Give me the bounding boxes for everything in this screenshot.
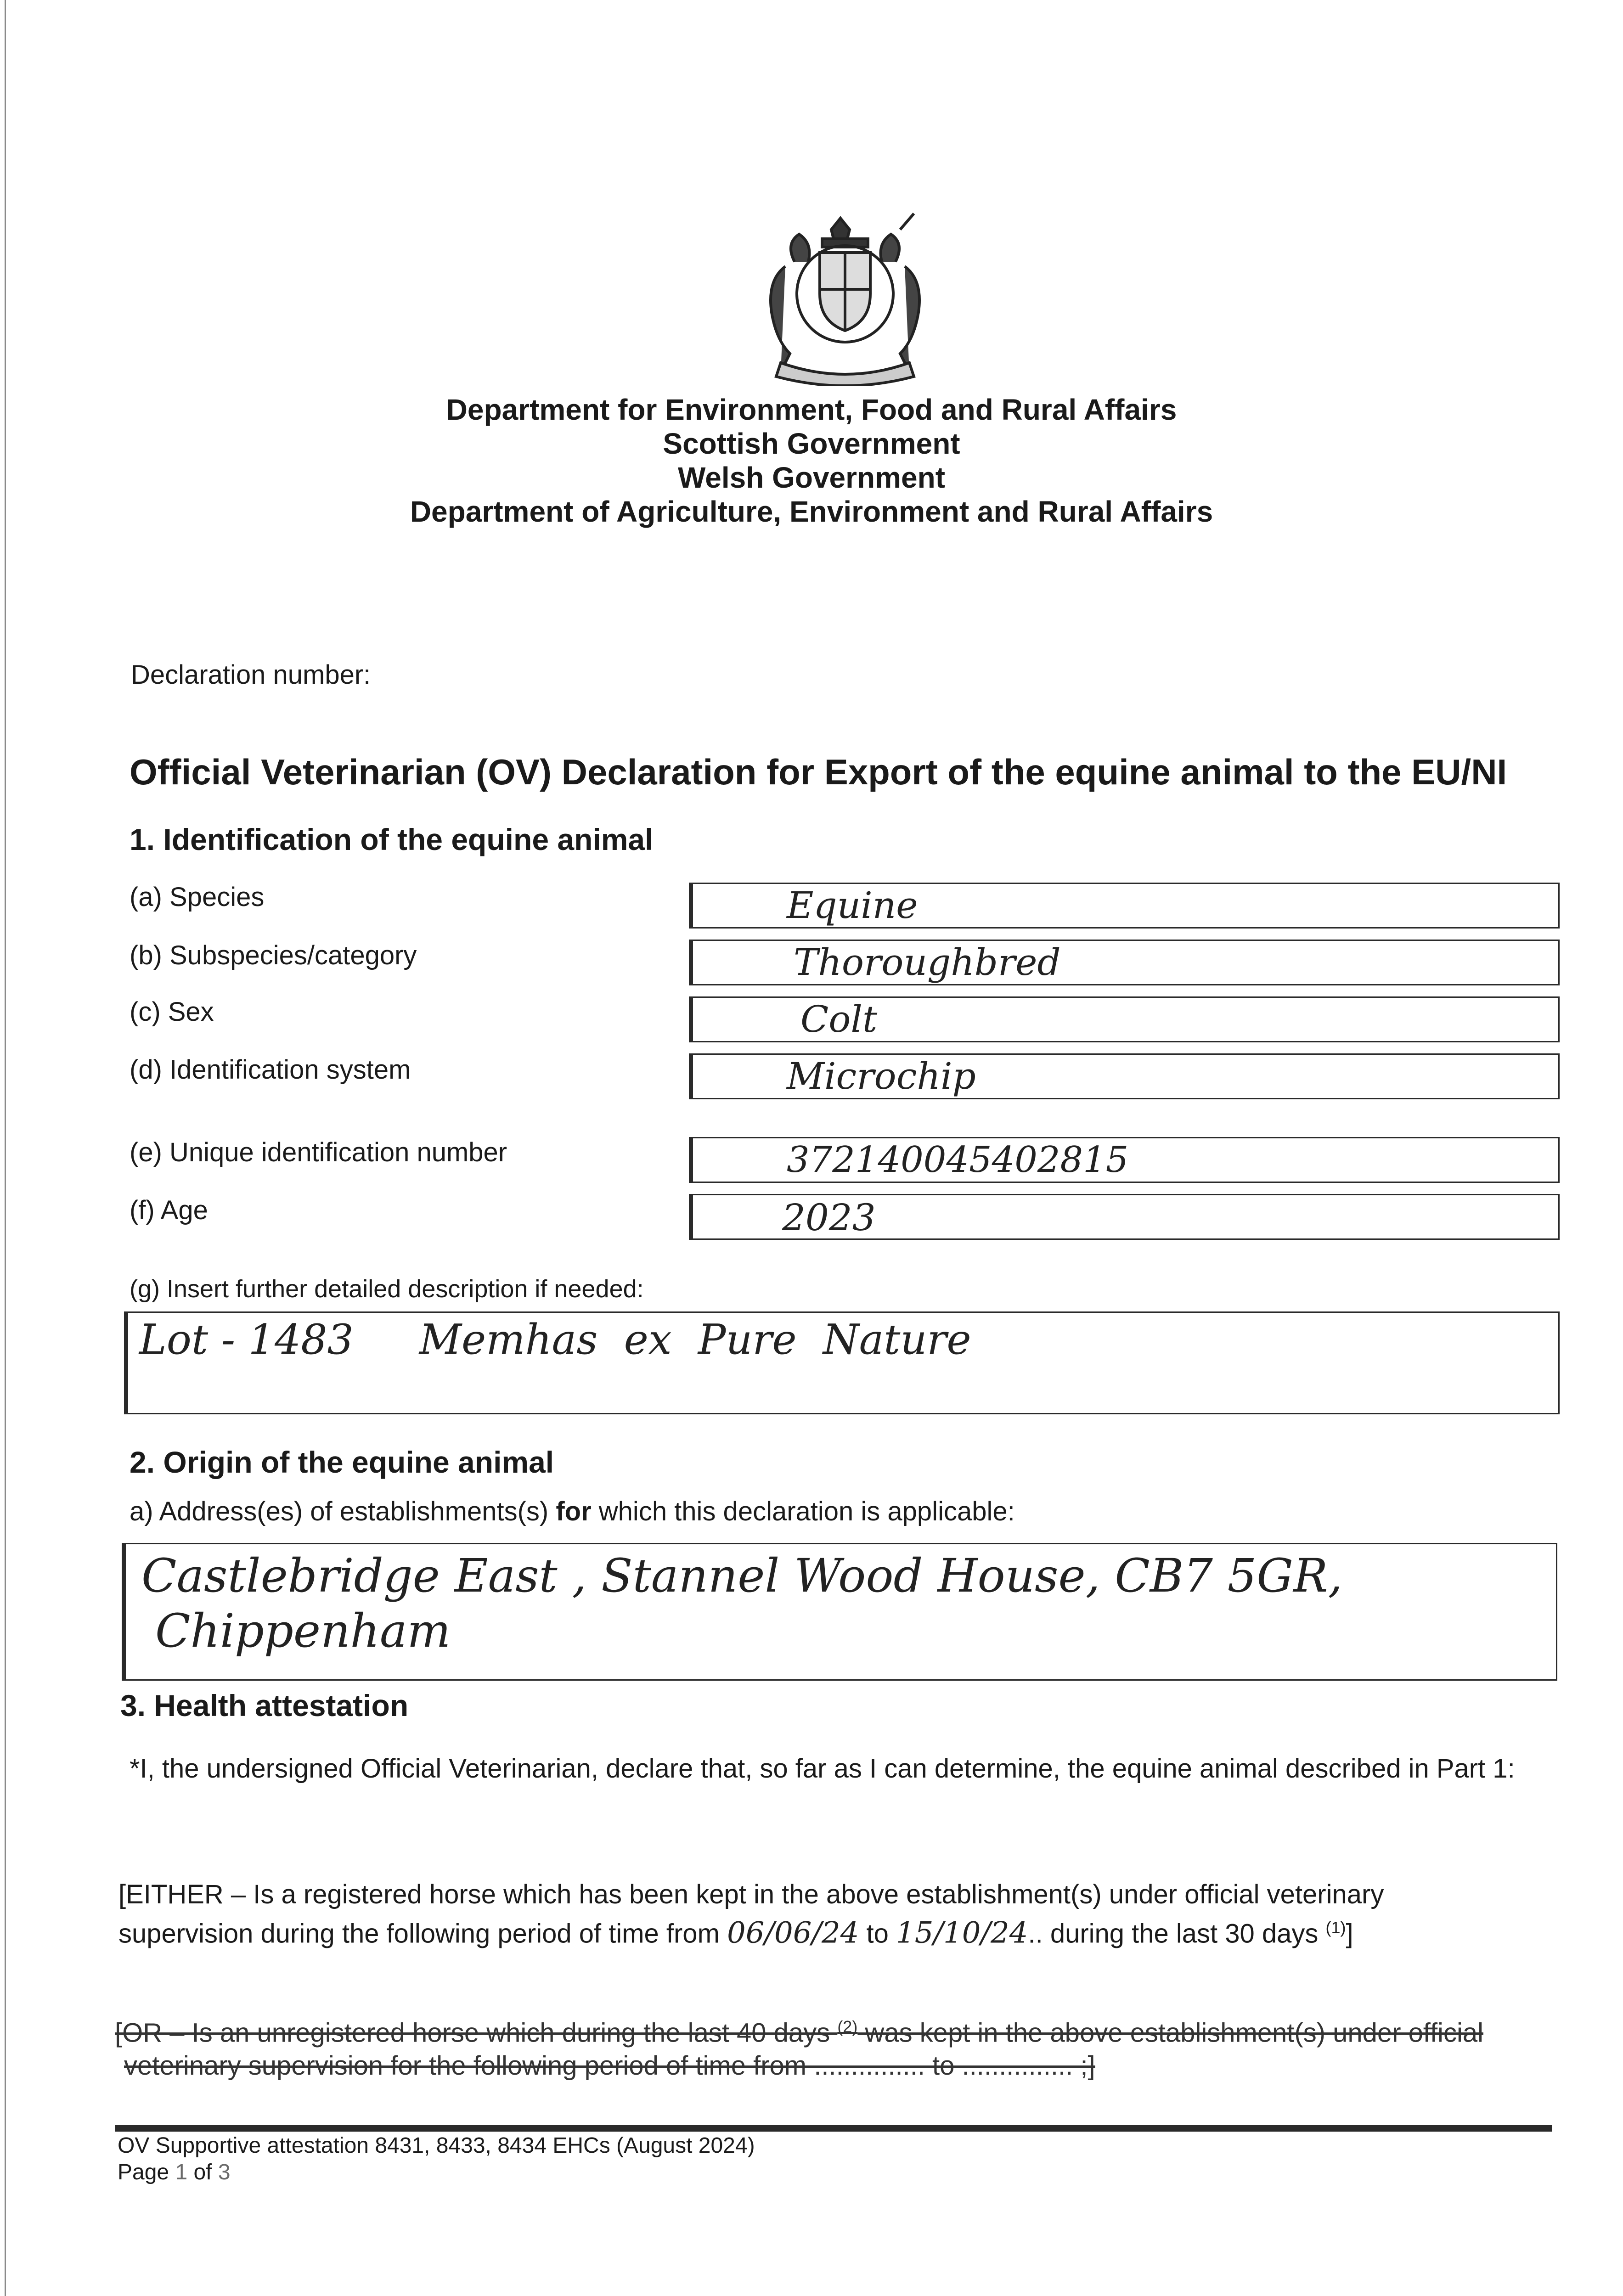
uid-label: (e) Unique identification number (130, 1137, 507, 1167)
date-from: 06/06/24 (727, 1916, 859, 1950)
section-2-heading: 2. Origin of the equine animal (130, 1445, 554, 1479)
footer-rule (115, 2125, 1552, 2132)
section-1-heading: 1. Identification of the equine animal (130, 822, 654, 856)
address-label: a) Address(es) of establishments(s) for which this declaration is applicable: (130, 1497, 1015, 1526)
subspecies-field[interactable] (689, 940, 1560, 985)
date-to: 15/10/24 (896, 1916, 1028, 1950)
identification-system-field[interactable] (689, 1053, 1560, 1099)
species-field[interactable] (689, 883, 1560, 929)
address-line: Chippenham (155, 1604, 451, 1658)
further-description-field[interactable] (124, 1311, 1560, 1414)
further-description-value: Lot - 1483 Memhas ex Pure Nature (139, 1316, 971, 1364)
or-clause-struck: [OR – Is an unregistered horse which during the last 40 days $^{(2)}$ was kept in the above establishment(s) under official veterinary supervision for the following period of time from ............... to ............... ;] (115, 2017, 1483, 2081)
subspecies-label: (b) Subspecies/category (130, 940, 417, 970)
document-title: Official Veterinarian (OV) Declaration for Export of the equine animal to the EU/NI (130, 752, 1507, 792)
section-3-heading: 3. Health attestation (120, 1688, 409, 1722)
department-name: Welsh Government (677, 461, 946, 494)
age-value: 2023 (782, 1196, 876, 1239)
species-label: (a) Species (130, 882, 265, 912)
identification-system-label: (d) Identification system (130, 1055, 411, 1085)
age-label: (f) Age (130, 1195, 208, 1225)
sex-field[interactable] (689, 996, 1560, 1042)
department-name: Department of Agriculture, Environment and Rural Affairs (410, 495, 1213, 528)
either-clause: [EITHER – Is a registered horse which has been kept in the above establishment(s) under official veterinary supervision during the following period of time from 06/06/24 to 15/10/24.. during the last 30 days $^{(1)}$] (118, 1880, 1384, 1950)
species-value: Equine (787, 884, 918, 927)
department-name: Department for Environment, Food and Rural Affairs (446, 393, 1177, 426)
page-indicator: Page 1 of 3 (118, 2160, 231, 2184)
attestation-intro: *I, the undersigned Official Veterinarian, declare that, so far as I can determine, the equine animal described in Part 1: (130, 1754, 1515, 1784)
page-edge (5, 0, 6, 2296)
sex-label: (c) Sex (130, 997, 214, 1027)
subspecies-value: Thoroughbred (794, 941, 1061, 984)
royal-coat-of-arms-icon (744, 211, 946, 386)
footer-reference: OV Supportive attestation 8431, 8433, 8434 EHCs (August 2024) (118, 2133, 755, 2158)
further-description-label: (g) Insert further detailed description if needed: (130, 1275, 644, 1303)
age-field[interactable] (689, 1194, 1560, 1240)
identification-system-value: Microchip (787, 1055, 976, 1097)
declaration-number-label: Declaration number: (131, 660, 371, 690)
uid-field[interactable] (689, 1137, 1560, 1183)
uid-value: 372140045402815 (787, 1139, 1129, 1181)
footer (118, 2133, 755, 2186)
address-line: Castlebridge East , Stannel Wood House, CB7 5GR, (141, 1549, 1343, 1603)
sex-value: Colt (800, 998, 878, 1041)
address-field[interactable] (122, 1543, 1557, 1681)
department-name: Scottish Government (663, 427, 960, 460)
